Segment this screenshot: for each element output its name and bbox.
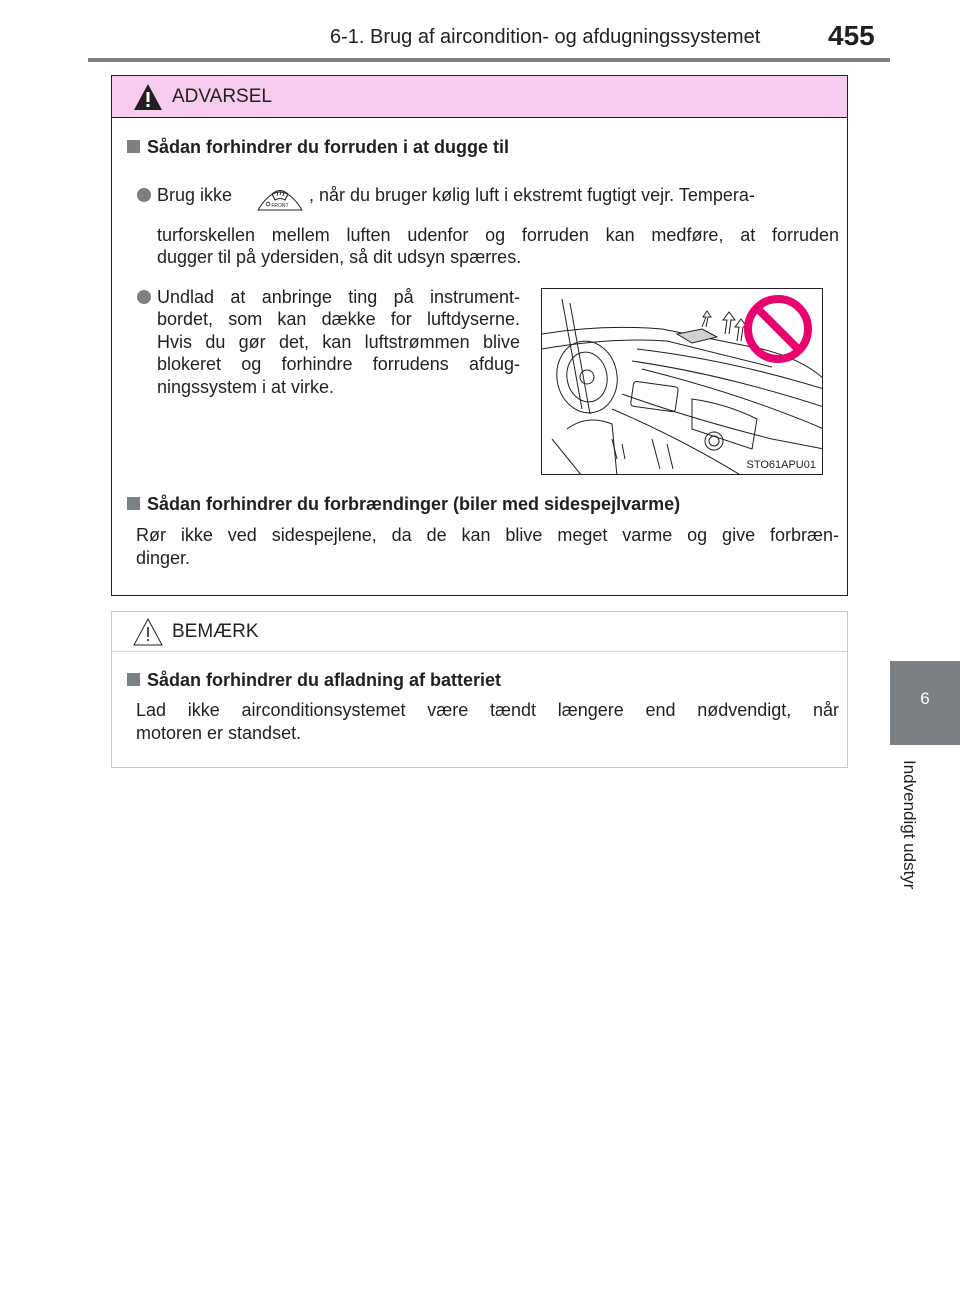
section-title: 6-1. Brug af aircondition- og afdugningssystemet bbox=[330, 26, 761, 48]
page-number: 455 bbox=[828, 20, 875, 51]
bullet1-lead: Brug ikke bbox=[157, 185, 233, 205]
bullet2-line3: Hvis du gør det, kan luftstrømmen blive bbox=[157, 332, 520, 352]
square-bullet-icon bbox=[127, 140, 140, 153]
warning-heading: ADVARSEL bbox=[172, 86, 272, 107]
illustration-code: STO61APU01 bbox=[746, 459, 816, 471]
notice-section1-line2: motoren er standset. bbox=[136, 723, 302, 743]
front-defogger-button-icon bbox=[255, 178, 305, 212]
bullet1-line2: turforskellen mellem luften udenfor og forruden kan medføre, at forruden bbox=[157, 225, 839, 245]
warning-section2-title: Sådan forhindrer du forbrændinger (biler med sidespejlvarme) bbox=[127, 494, 680, 515]
bullet1-line3: dugger til på ydersiden, så dit udsyn spærres. bbox=[157, 247, 522, 267]
warning-section2-line2: dinger. bbox=[136, 548, 191, 568]
caution-triangle-icon bbox=[132, 617, 164, 647]
notice-heading: BEMÆRK bbox=[172, 621, 259, 642]
dashboard-illustration bbox=[541, 288, 823, 475]
bullet1-tail: , når du bruger kølig luft i ekstremt fugtigt vejr. Tempera- bbox=[309, 185, 755, 205]
page-header bbox=[0, 0, 960, 60]
notice-section1-line1: Lad ikke airconditionsystemet være tændt længere end nødvendigt, når bbox=[136, 700, 839, 720]
dashboard-drawing bbox=[542, 289, 823, 475]
chapter-tab bbox=[890, 661, 960, 745]
warning-header bbox=[112, 76, 847, 118]
header-rule bbox=[88, 58, 890, 62]
bullet2-line5: ningssystem i at virke. bbox=[157, 377, 335, 397]
warning-section1-title: Sådan forhindrer du forruden i at dugge til bbox=[127, 137, 509, 158]
prohibition-icon bbox=[748, 299, 808, 359]
square-bullet-icon bbox=[127, 673, 140, 686]
warning-section2-line1: Rør ikke ved sidespejlene, da de kan blive meget varme og give forbræn- bbox=[136, 525, 839, 545]
round-bullet-icon bbox=[137, 188, 151, 202]
bullet2-line2: bordet, som kan dække for luftdyserne. bbox=[157, 309, 520, 329]
bullet2-line4: blokeret og forhindre forrudens afdug- bbox=[157, 354, 520, 374]
square-bullet-icon bbox=[127, 497, 140, 510]
warning-triangle-icon bbox=[132, 82, 164, 112]
notice-header bbox=[112, 612, 847, 652]
round-bullet-icon bbox=[137, 290, 151, 304]
chapter-label: Indvendigt udstyr bbox=[900, 760, 919, 890]
chapter-number: 6 bbox=[920, 689, 930, 708]
notice-section1-title: Sådan forhindrer du afladning af batteriet bbox=[127, 670, 501, 691]
front-button-label: FRONT bbox=[271, 203, 289, 209]
bullet2-line1: Undlad at anbringe ting på instrument- bbox=[157, 287, 520, 307]
